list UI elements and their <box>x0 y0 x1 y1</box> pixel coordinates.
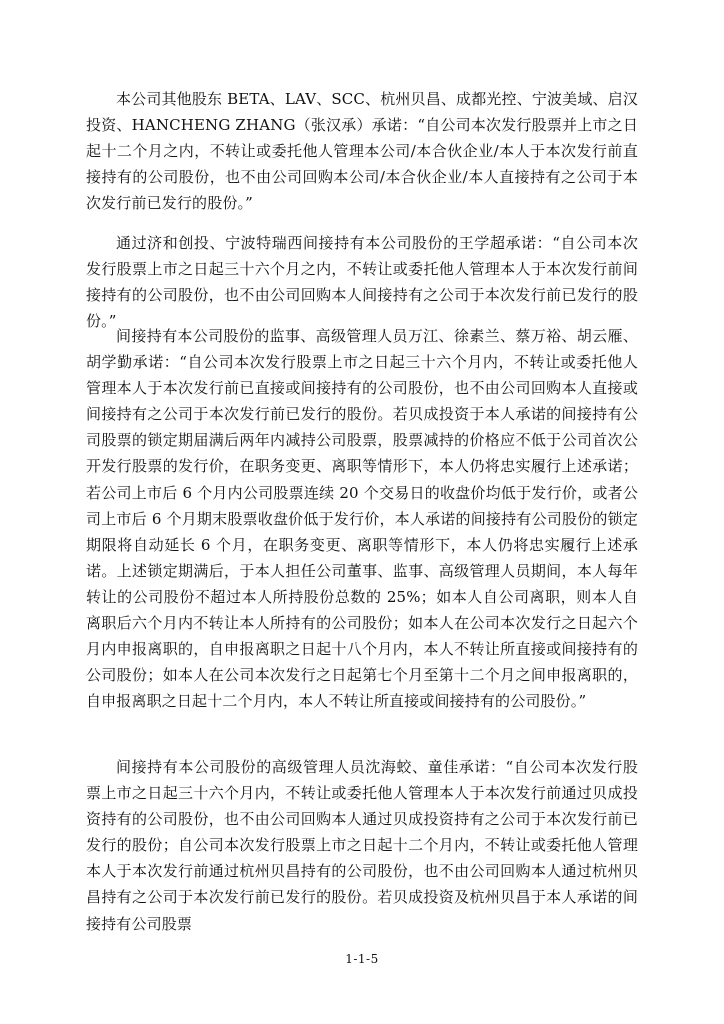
paragraph-wang-xuechao-commitment: 通过济和创投、宁波特瑞西间接持有本公司股份的王学超承诺：“自公司本次发行股票上市之日起三十六个月之内，不转让或委托他人管理本人于本次发行前间接持有的公司股份，也不由公司回购本人间接持有之公司于本次发行前已发行的股份。” <box>86 234 638 331</box>
paragraph-senior-managers-commitment: 间接持有本公司股份的高级管理人员沈海蛟、童佳承诺：“自公司本次发行股票上市之日起三十六个月内，不转让或委托他人管理本人于本次发行前通过贝成投资持有的公司股份，也不由公司回购本人通过贝成投资持有之公司于本次发行前已发行的股份；自公司本次发行股票上市之日起十二个月内，不转让或委托他人管理本人于本次发行前通过杭州贝昌持有的公司股份，也不由公司回购本人通过杭州贝昌持有之公司于本次发行前已发行的股份。若贝成投资及杭州贝昌于本人承诺的间接持有公司股票 <box>86 758 638 933</box>
paragraph-supervisors-commitment: 间接持有本公司股份的监事、高级管理人员万江、徐素兰、蔡万裕、胡云雁、胡学勤承诺：“自公司本次发行股票上市之日起三十六个月内，不转让或委托他人管理本人于本次发行前已直接或间接持有的公司股份，也不由公司回购本人直接或间接持有之公司于本次发行前已发行的股份。若贝成投资于本人承诺的间接持有公司股票的锁定期届满后两年内减持公司股票，股票减持的价格应不低于公司首次公开发行股票的发行价，在职务变更、离职等情形下，本人仍将忠实履行上述承诺；若公司上市后 6 个月内公司股票连续 20 个交易日的收盘价均低于发行价，或者公司上市后 6 个月期末股票收盘价低于发行价，本人承诺的间接持有公司股份的锁定期限将自动延长 6 个月，在职务变更、离职等情形下，本人仍将忠实履行上述承诺。上述锁定期满后，于本人担任公司董事、监事、高级管理人员期间，本人每年转让的公司股份不超过本人所持股份总数的 25%；如本人自公司离职，则本人自离职后六个月内不转让本人所持有的公司股份；如本人在公司本次发行之日起六个月内申报离职的，自申报离职之日起十八个月内，本人不转让所直接或间接持有的公司股份；如本人在公司本次发行之日起第七个月至第十二个月之间申报离职的，自申报离职之日起十二个月内，本人不转让所直接或间接持有的公司股份。” <box>86 327 638 711</box>
page-number: 1-1-5 <box>345 952 379 966</box>
paragraph-other-shareholders-commitment: 本公司其他股东 BETA、LAV、SCC、杭州贝昌、成都光控、宁波美域、启汉投资、HANCHENG ZHANG（张汉承）承诺：“自公司本次发行股票并上市之日起十二个月之内，不转让或委托他人管理本公司/本合伙企业/本人于本次发行前直接持有的公司股份，也不由公司回购本公司/本合伙企业/本人直接持有之公司于本次发行前已发行的股份。” <box>86 90 638 213</box>
